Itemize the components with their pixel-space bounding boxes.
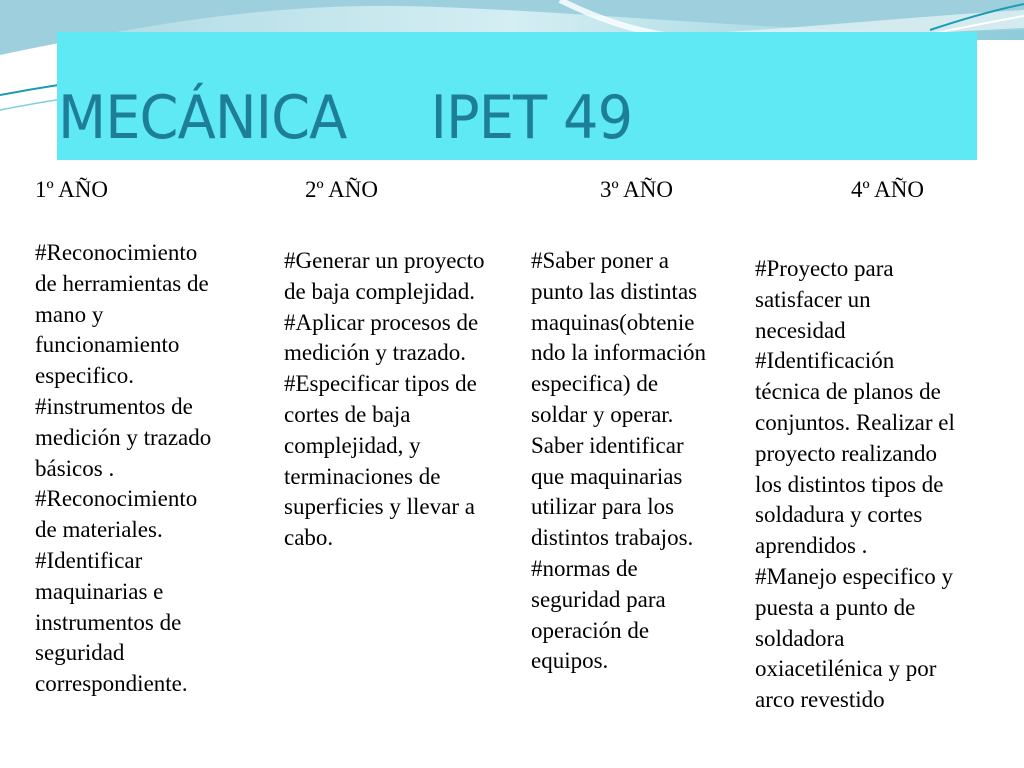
column-heading-year-1: 1º AÑO [35, 177, 108, 202]
column-body-year-3: #Saber poner a punto las distintas maquinas(obtenie ndo la información especifica) de soldar y operar. Saber identificar que maquinarias utilizar para los distintos trabajos. #normas de seguridad para operación de equipos. [531, 248, 707, 674]
slide-title: MECÁNICA IPET 49 [58, 83, 633, 153]
column-heading-year-3: 3º AÑO [600, 177, 673, 202]
column-heading-year-2: 2º AÑO [305, 177, 378, 202]
column-heading-year-4: 4º AÑO [851, 177, 924, 202]
column-body-year-4: #Proyecto para satisfacer un necesidad #Identificación técnica de planos de conjuntos. Realizar el proyecto realizando los distintos tipos de soldadura y cortes aprendidos . #Manejo especifico y puesta a punto de soldadora oxiacetilénica y por arco revestido [755, 256, 955, 713]
column-body-year-1: #Reconocimiento de herramientas de mano y funcionamiento especifico. #instrumentos de medición y trazado básicos . #Reconocimiento de materiales. #Identificar maquinarias e instrumentos de seguridad correspondiente. [35, 240, 212, 697]
column-body-year-2: #Generar un proyecto de baja complejidad. #Aplicar procesos de medición y trazado. #Especificar tipos de cortes de baja complejidad, y terminaciones de superficies y llevar a cabo. [284, 248, 485, 551]
